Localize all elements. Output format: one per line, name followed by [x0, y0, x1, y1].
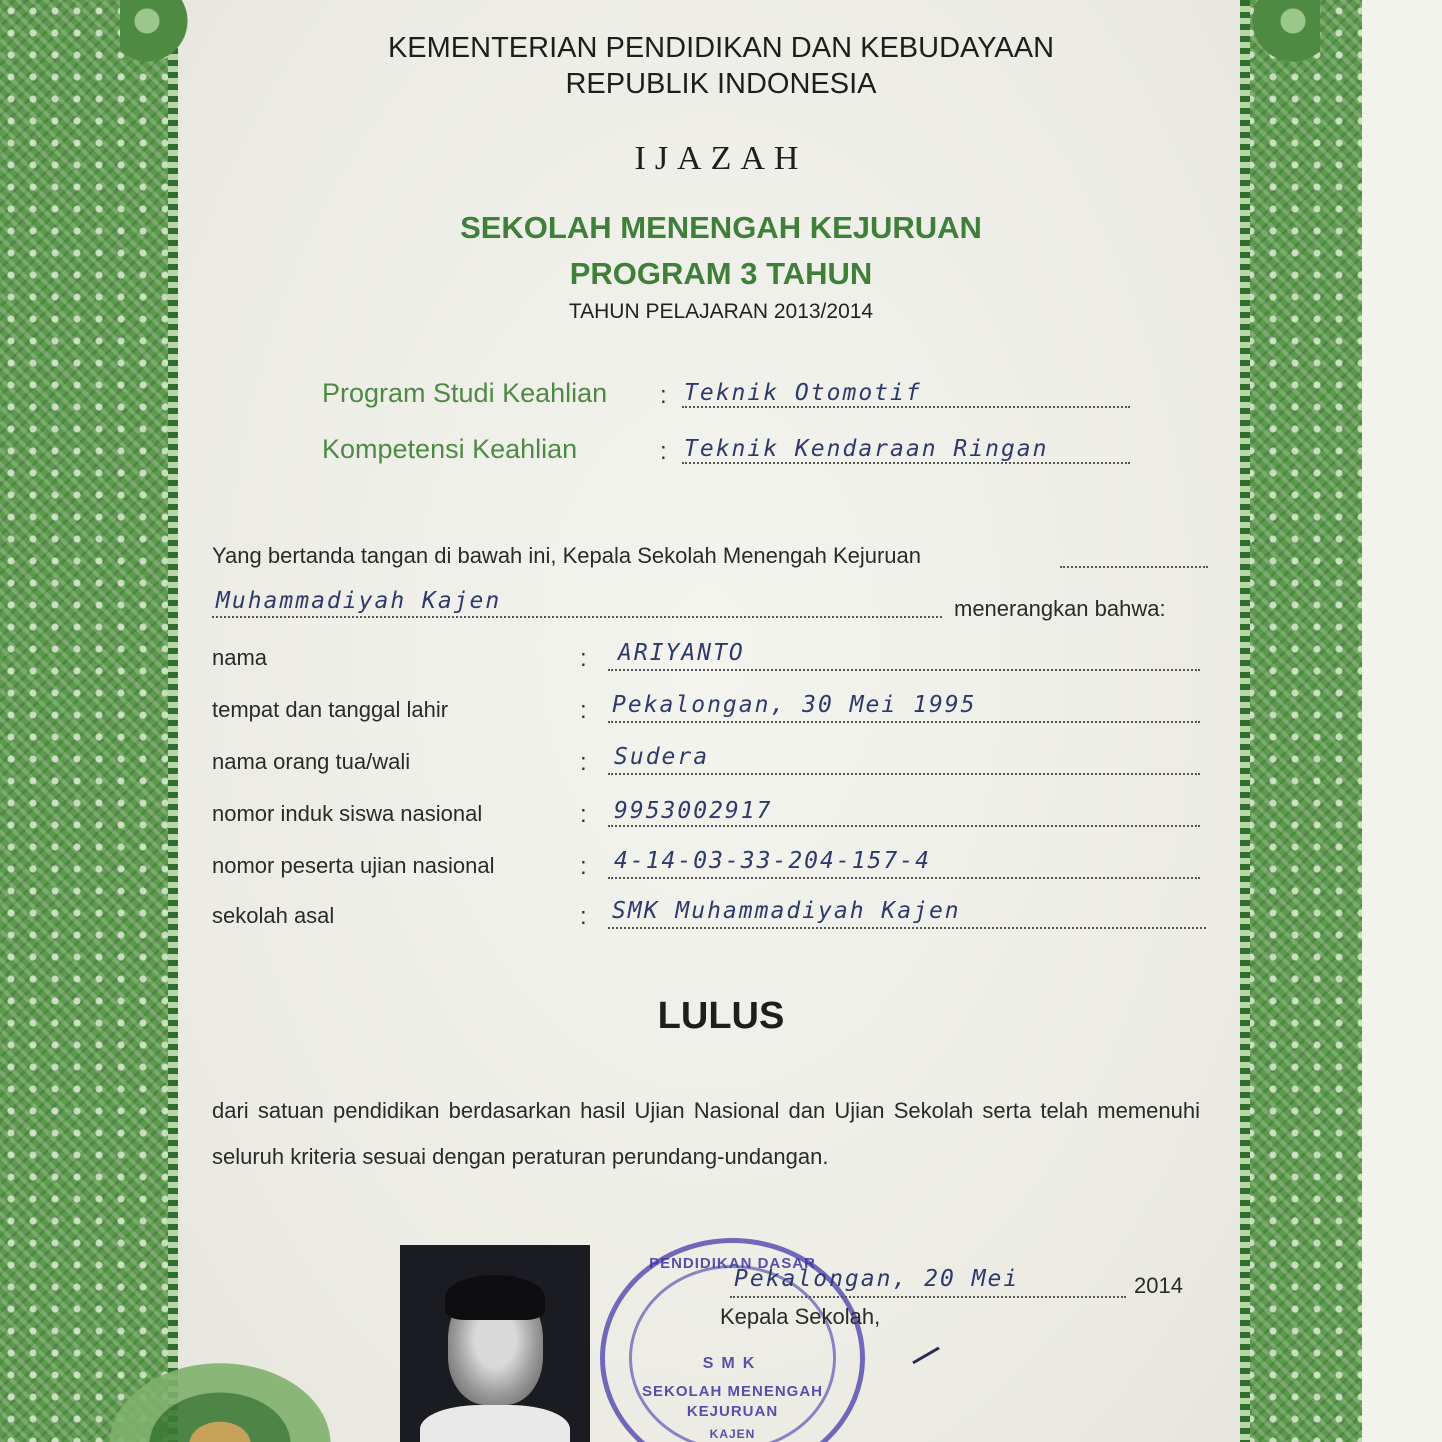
dotted-line — [608, 667, 1200, 671]
dotted-line — [212, 614, 942, 618]
dotted-line — [730, 1294, 1126, 1298]
stamp-abbrev: SMK — [702, 1355, 763, 1372]
dotted-line — [608, 771, 1200, 775]
competency-value: Teknik Kendaraan Ringan — [684, 436, 1049, 462]
result-statement: dari satuan pendidikan berdasarkan hasil Ujian Nasional dan Ujian Sekolah serta telah memenuhi seluruh kriteria sesuai dengan peraturan perundang-undangan. — [212, 1098, 1200, 1169]
school-name-value: Muhammadiyah Kajen — [216, 588, 502, 614]
dotted-line — [608, 719, 1200, 723]
field-label-nisn: nomor induk siswa nasional — [212, 801, 483, 826]
stamp-line-1: SEKOLAH MENENGAH — [641, 1383, 823, 1400]
field-value-nisn: 9953002917 — [614, 798, 773, 824]
document-title: IJAZAH — [634, 140, 808, 177]
colon: : — [580, 903, 587, 930]
ministry-line-2: REPUBLIK INDONESIA — [565, 68, 877, 100]
stamp-line-2: KEJURUAN — [686, 1403, 779, 1420]
field-value-parent: Sudera — [614, 744, 710, 770]
academic-year: TAHUN PELAJARAN 2013/2014 — [568, 300, 874, 323]
colon: : — [580, 853, 587, 880]
dotted-line — [1060, 564, 1208, 568]
field-label-name: nama — [212, 645, 268, 670]
signing-role: Kepala Sekolah, — [720, 1304, 881, 1329]
colon: : — [660, 382, 667, 409]
result-heading: LULUS — [657, 995, 785, 1037]
program-study-label: Program Studi Keahlian — [322, 378, 608, 408]
colon: : — [580, 697, 587, 724]
field-value-origin-school: SMK Muhammadiyah Kajen — [612, 898, 961, 924]
program-study-value: Teknik Otomotif — [684, 380, 922, 406]
field-value-name: ARIYANTO — [618, 640, 745, 666]
photo-shirt — [420, 1405, 570, 1442]
intro-line: Yang bertanda tangan di bawah ini, Kepala Sekolah Menengah Kejuruan — [212, 543, 922, 568]
program-heading: PROGRAM 3 TAHUN — [569, 256, 873, 291]
dotted-line — [608, 925, 1206, 929]
intro-suffix: menerangkan bahwa: — [954, 596, 1166, 621]
signing-year: 2014 — [1134, 1273, 1183, 1298]
colon: : — [580, 801, 587, 828]
field-label-exam-number: nomor peserta ujian nasional — [212, 853, 495, 878]
field-value-exam-number: 4-14-03-33-204-157-4 — [614, 848, 931, 874]
photo-hair — [445, 1275, 545, 1320]
field-value-birth: Pekalongan, 30 Mei 1995 — [612, 692, 977, 718]
ministry-line-1: KEMENTERIAN PENDIDIKAN DAN KEBUDAYAAN — [387, 32, 1055, 64]
competency-label: Kompetensi Keahlian — [322, 434, 578, 464]
signing-place-date: Pekalongan, 20 Mei — [734, 1266, 1020, 1292]
colon: : — [580, 749, 587, 776]
ministry-heading — [0, 30, 1442, 102]
colon: : — [580, 645, 587, 672]
student-photo — [400, 1245, 590, 1442]
field-label-parent: nama orang tua/wali — [212, 749, 411, 774]
school-type-heading: SEKOLAH MENENGAH KEJURUAN — [460, 210, 982, 245]
field-label-origin-school: sekolah asal — [212, 903, 335, 928]
dotted-line — [608, 875, 1200, 879]
field-label-birth: tempat dan tanggal lahir — [212, 697, 449, 722]
colon: : — [660, 438, 667, 465]
stamp-top-text: PENDIDIKAN DASAR — [649, 1255, 816, 1272]
stamp-line-3: KAJEN — [709, 1427, 756, 1441]
